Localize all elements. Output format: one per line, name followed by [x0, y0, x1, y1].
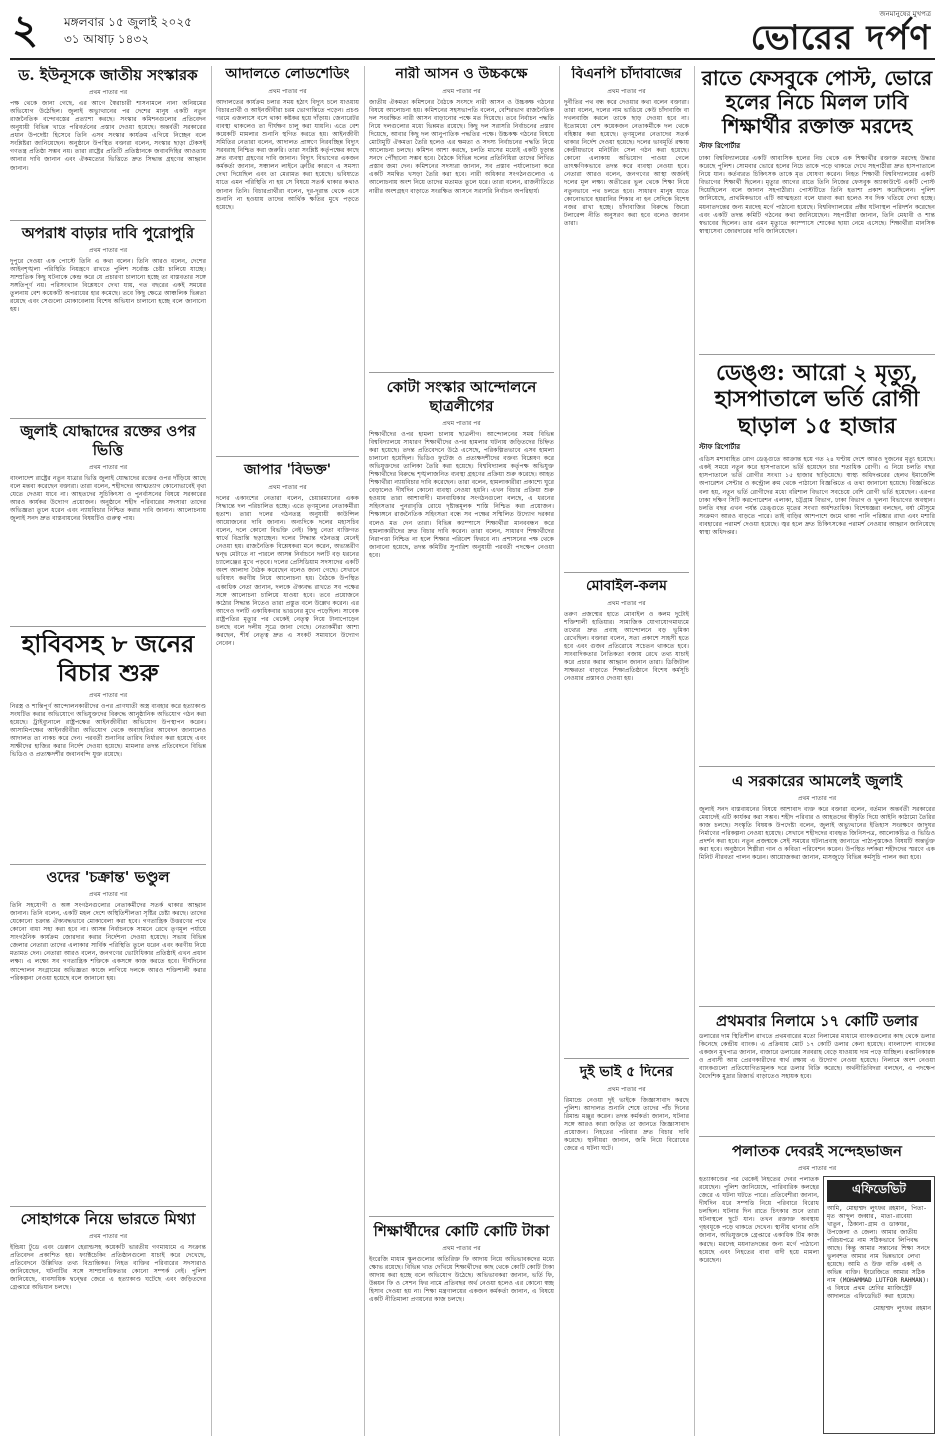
article-continued-label: প্রথম পাতার পর: [442, 87, 481, 95]
column-rule: [364, 66, 365, 1436]
page-number: ২: [12, 6, 39, 53]
article-sohag-india: [10, 1210, 206, 1436]
article-continued-label: প্রথম পাতার পর: [607, 599, 646, 607]
article-divider: [699, 1006, 935, 1007]
article-divider: [10, 418, 206, 419]
article-headline: ওদের 'চক্রান্ত' ভণ্ডুল: [46, 868, 170, 886]
article-court-loadshedding: [216, 66, 359, 451]
article-bnp-extortion: [564, 66, 689, 566]
column-rule: [211, 66, 212, 1436]
article-continued-label: প্রথম পাতার পর: [88, 691, 128, 699]
article-body: রিমান্ডে নেওয়া দুই ভাইকে জিজ্ঞাসাবাদ করছে পুলিশ। আদালত শুনানি শেষে তাদের পাঁচ দিনের রিমান্ড মঞ্জুর করেন। তদন্ত কর্মকর্তা জানান, ঘটনার সঙ্গে আরও কারা জড়িত তা জানতে জিজ্ঞাসাবাদ প্রয়োজন। নিহতের পরিবার দ্রুত বিচার দাবি করেছে। স্থানীয়রা জানান, জমি নিয়ে বিরোধের জেরে এ ঘটনা ঘটে।: [564, 1096, 689, 1153]
article-divider: [216, 456, 359, 457]
article-body: শিক্ষার্থীদের ওপর হামলা চালায় ছাত্রলীগ। আন্দোলনের সময় বিভিন্ন বিশ্ববিদ্যালয়ে সাধারণ শিক্ষার্থীদের ওপর হামলার ঘটনায় জড়িতদের চিহ্নিত করা হয়েছে। তদন্ত প্রতিবেদনে উঠে এসেছে, পরিকল্পিতভাবে এসব হামলা চালানো হয়েছিল। ভিডিও ফুটেজ ও প্রত্যক্ষদর্শীদের বক্তব্য বিশ্লেষণ করে অভিযুক্তদের তালিকা তৈরি করা হয়েছে। বিশ্ববিদ্যালয় কর্তৃপক্ষ অভিযুক্ত শিক্ষার্থীদের বিরুদ্ধে শৃঙ্খলাজনিত ব্যবস্থা গ্রহণের প্রক্রিয়া শুরু করেছে। আহত শিক্ষার্থীরা ন্যায়বিচার দাবি করেছেন। তারা বলেন, হামলাকারীরা প্রকাশ্যে ঘুরে বেড়ালেও দীর্ঘদিন কোনো ব্যবস্থা নেওয়া হয়নি। এখন বিচার প্রক্রিয়া শুরু হওয়ায় তারা আশাবাদী। মানবাধিকার সংগঠনগুলো বলছে, এ ধরনের সহিংসতার পুনরাবৃত্তি রোধে দৃষ্টান্তমূলক শাস্তি নিশ্চিত করা প্রয়োজন। শিক্ষাঙ্গনে রাজনৈতিক সহিংসতা বন্ধে সব পক্ষের সম্মিলিত উদ্যোগ দরকার বলেও মত দেন তারা। বিভিন্ন ক্যাম্পাসে শিক্ষার্থীরা মানববন্ধন করে হামলাকারীদের দ্রুত বিচার দাবি করেন। তারা বলেন, সাধারণ শিক্ষার্থীদের নিরাপত্তা নিশ্চিত না হলে শিক্ষার পরিবেশ ফিরবে না। প্রশাসনের পক্ষ থেকে জানানো হয়েছে, তদন্ত কমিটির সুপারিশ অনুযায়ী পরবর্তী পদক্ষেপ নেওয়া হবে।: [369, 430, 554, 559]
article-body: ডলারের দাম স্থিতিশীল রাখতে প্রথমবারের মতো নিলামের মাধ্যমে ব্যাংকগুলোর কাছ থেকে ডলার কিনেছে কেন্দ্রীয় ব্যাংক। এ প্রক্রিয়ায় মোট ১৭ কোটি ডলার কেনা হয়েছে। বাংলাদেশ ব্যাংকের একজন মুখপাত্র জানান, বাজারে ডলারের সরবরাহ বেড়ে যাওয়ায় দাম পড়ে যাচ্ছিল। রপ্তানিকারক ও প্রবাসী আয় প্রেরণকারীদের স্বার্থ রক্ষায় এ উদ্যোগ নেওয়া হয়েছে। নিলামে অংশ নেওয়া ব্যাংকগুলো প্রতিযোগিতামূলক দরে ডলার বিক্রি করেছে। অর্থনীতিবিদরা বলছেন, এ পদক্ষেপ বৈদেশিক মুদ্রার রিজার্ভ বাড়াতেও সহায়ক হবে।: [699, 1032, 935, 1081]
article-headline: আদালতে লোডশেডিং: [225, 66, 350, 82]
article-body: তরুণ প্রজন্মের হাতে মোবাইল ও কলম দুটোই শক্তিশালী হাতিয়ার। সামাজিক যোগাযোগমাধ্যমে তথ্যের দ্রুত প্রবাহ আন্দোলনে বড় ভূমিকা রেখেছিল। বক্তারা বলেন, সত্য প্রকাশে সাহসী হতে হবে এবং গুজব প্রতিরোধে সচেতন থাকতে হবে। সাংবাদিকতার নৈতিকতা বজায় রেখে তথ্য যাচাই করে প্রচার করার আহ্বান জানান তারা। ডিজিটাল সাক্ষরতা বাড়াতে শিক্ষাপ্রতিষ্ঠানে বিশেষ কর্মসূচি নেওয়ার প্রস্তাবও দেওয়া হয়।: [564, 610, 689, 683]
article-yunus-reformer: [10, 66, 206, 216]
article-women-seats: [369, 66, 554, 366]
article-two-brothers: [564, 1064, 689, 1436]
article-headline: শিক্ষার্থীদের কোটি কোটি টাকা: [373, 1222, 550, 1240]
article-divider: [10, 626, 206, 627]
article-crime-claim: [10, 224, 206, 414]
article-continued-label: প্রথম পাতার পর: [88, 463, 128, 471]
article-body: বাংলাদেশ রাষ্ট্রের নতুন যাত্রার ভিত্তি জুলাই যোদ্ধাদের রক্তের ওপর দাঁড়িয়ে আছে বলে মন্তব্য করেছেন বক্তারা। তারা বলেন, শহীদদের আত্মত্যাগ কোনোভাবেই বৃথা যেতে দেওয়া যাবে না। আহতদের সুচিকিৎসা ও পুনর্বাসনের বিষয়ে সরকারের আরও কার্যকর উদ্যোগ প্রয়োজন। অনুষ্ঠানে শহীদ পরিবারের সদস্যরা তাদের অভিজ্ঞতা তুলে ধরেন এবং ন্যায়বিচার নিশ্চিত করার দাবি জানান। আলোচনায় জুলাই সনদ দ্রুত বাস্তবায়নের বিষয়টিও গুরুত্ব পায়।: [10, 474, 206, 522]
article-body: দুর্নীতির পথ বন্ধ করে দেওয়ার কথা বলেন বক্তারা। তারা বলেন, দলের নাম ভাঙিয়ে কেউ চাঁদাবাজি বা দখলবাজি করলে তাকে ছাড় দেওয়া হবে না। ইতোমধ্যে বেশ কয়েকজন নেতাকর্মীকে দল থেকে বহিষ্কার করা হয়েছে। তৃণমূলের নেতাদের সতর্ক থাকার নির্দেশ দেওয়া হয়েছে। দলের ভাবমূর্তি রক্ষায় কেন্দ্রীয়ভাবে মনিটরিং সেল গঠন করা হয়েছে। কোনো এলাকায় অভিযোগ পাওয়া গেলে তাৎক্ষণিকভাবে তদন্ত করে ব্যবস্থা নেওয়া হবে। নেতারা আরও বলেন, জনগণের আস্থা অর্জনই দলের মূল লক্ষ্য। অতীতের ভুল থেকে শিক্ষা নিয়ে নতুনভাবে পথ চলতে হবে। সাধারণ মানুষ যাতে কোনোভাবে হয়রানির শিকার না হন সেদিকে বিশেষ নজর রাখা হচ্ছে। চাঁদাবাজির বিরুদ্ধে জিরো টলারেন্স নীতি অনুসরণ করা হবে বলেও জানান তারা।: [564, 98, 689, 227]
article-divider: [369, 372, 554, 373]
article-headline: জুলাই যোদ্ধাদের রক্তের ওপর ভিত্তি: [20, 422, 196, 459]
article-body: নিরস্ত্র ও শান্তিপূর্ণ আন্দোলনকারীদের ওপর প্রাণঘাতী অস্ত্র ব্যবহার করে হত্যাকাণ্ড সংঘটিত করার অভিযোগে অভিযুক্তদের বিরুদ্ধে আনুষ্ঠানিক অভিযোগ গঠন করা হয়েছে। ট্রাইব্যুনালে রাষ্ট্রপক্ষের আইনজীবীরা অভিযোগ উপস্থাপন করেন। আসামিপক্ষের আইনজীবীরা অভিযোগ থেকে অব্যাহতির আবেদন জানালেও আদালত তা নাকচ করে দেন। পরবর্তী শুনানির তারিখ নির্ধারণ করা হয়েছে এবং সাক্ষীদের হাজির করার নির্দেশ দেওয়া হয়েছে। মামলার তদন্ত প্রতিবেদনে বিভিন্ন ভিডিও ও প্রত্যক্ষদর্শীর জবানবন্দি যুক্ত রয়েছে।: [10, 702, 206, 759]
column-rule: [559, 66, 560, 1436]
article-divider: [699, 354, 935, 355]
brand-logo: [751, 8, 931, 56]
article-continued-label: প্রথম পাতার পর: [607, 1085, 646, 1093]
article-continued-label: প্রথম পাতার পর: [268, 87, 307, 95]
article-continued-label: প্রথম পাতার পর: [88, 890, 128, 898]
article-row: [699, 1176, 935, 1436]
article-divider: [699, 766, 935, 767]
article-body: পক্ষ থেকে জানা গেছে, এর আগে স্বৈরাচারী শাসনামলে নানা অনিয়মের অভিযোগ উঠেছিল। জুলাই অভ্যুত্থানের পর দেশের মানুষ একটি নতুন রাজনৈতিক বন্দোবস্তের প্রত্যাশা করছে। সংস্কার কমিশনগুলোর প্রতিবেদন অনুযায়ী বিভিন্ন খাতে পরিবর্তনের প্রস্তাব দেওয়া হয়েছে। অন্তর্বর্তী সরকারের প্রধান উপদেষ্টা হিসেবে তিনি এসব সংস্কার কার্যক্রম এগিয়ে নিচ্ছেন বলে সংশ্লিষ্টরা জানিয়েছেন। অনুষ্ঠানে উপস্থিত বক্তারা বলেন, সংস্কার ছাড়া টেকসই গণতন্ত্র প্রতিষ্ঠা সম্ভব নয়। তারা রাষ্ট্রের প্রতিটি প্রতিষ্ঠানকে জবাবদিহির আওতায় আনার দাবি জানান এবং ঐকমত্যের ভিত্তিতে দ্রুত সিদ্ধান্ত গ্রহণের আহ্বান জানান।: [10, 99, 206, 172]
article-continued-label: প্রথম পাতার পর: [607, 87, 646, 95]
article-headline: ডেঙ্গু: আরো ২ মৃত্যু, হাসপাতালে ভর্তি রোগী ছাড়াল ১৫ হাজার: [714, 360, 920, 439]
article-headline: এ সরকারের আমলেই জুলাই: [731, 772, 903, 790]
article-headline: মোবাইল-কলম: [586, 578, 667, 594]
article-byline: স্টাফ রিপোর্টার: [699, 442, 741, 452]
article-body: দলের একাংশের নেতারা বলেন, চেয়ারম্যানের একক সিদ্ধান্তে দল পরিচালিত হচ্ছে। এতে তৃণমূলের নেতাকর্মীরা হতাশ। তারা দলের গঠনতন্ত্র অনুযায়ী কাউন্সিল আয়োজনের দাবি জানান। অন্যদিকে দলের মহাসচিব বলেন, দলে কোনো বিভক্তি নেই। কিছু নেতা ব্যক্তিগত স্বার্থে বিভ্রান্তি ছড়াচ্ছেন। দলের সিদ্ধান্ত গঠনতন্ত্র মেনেই নেওয়া হয়। রাজনৈতিক বিশ্লেষকরা মনে করেন, অভ্যন্তরীণ দ্বন্দ্ব মেটাতে না পারলে আসন্ন নির্বাচনে দলটি বড় ধরনের চ্যালেঞ্জের মুখে পড়বে। দলের প্রেসিডিয়াম সদস্যদের একটি অংশ আলাদা বৈঠক করেছেন বলেও জানা গেছে। সেখানে ভবিষ্যৎ করণীয় নিয়ে আলোচনা হয়। বৈঠকে উপস্থিত একাধিক নেতা জানান, দলকে ঐক্যবদ্ধ রাখতে সব পক্ষের সঙ্গে আলোচনা চালিয়ে যাওয়া হবে। তবে প্রয়োজনে কঠোর সিদ্ধান্ত নিতেও তারা প্রস্তুত বলে উল্লেখ করেন। এর আগেও দলটি একাধিকবার ভাঙনের মুখে পড়েছিল। সাবেক রাষ্ট্রপতির মৃত্যুর পর থেকেই নেতৃত্ব নিয়ে টানাপোড়েন চলছে বলে দলীয় সূত্রে জানা গেছে। নেতাকর্মীরা আশা করছেন, শীর্ষ নেতৃত্ব দ্রুত এ সংকট সমাধানে উদ্যোগ নেবেন।: [216, 494, 359, 648]
article-divider: [369, 1216, 554, 1217]
article-headline: প্রথমবার নিলামে ১৭ কোটি ডলার: [716, 1012, 918, 1030]
article-continued-label: প্রথম পাতার পর: [797, 1164, 837, 1172]
article-divider: [564, 572, 689, 573]
article-headline: অপরাধ বাড়ার দাবি পুরোপুরি: [21, 224, 195, 242]
brand-tagline: জনমানুষের মুখপত্র: [879, 10, 931, 18]
article-headline: জাপার 'বিভক্ত': [243, 462, 332, 478]
article-body: জাতীয় ঐকমত্য কমিশনের বৈঠকে সংসদে নারী আসন ও উচ্চকক্ষ গঠনের বিষয়ে আলোচনা হয়। কমিশনের সহসভাপতি বলেন, বেশিরভাগ রাজনৈতিক দল সংরক্ষিত নারী আসন বাড়ানোর পক্ষে মত দিয়েছে। তবে নির্বাচন পদ্ধতি নিয়ে দলগুলোর মধ্যে ভিন্নমত রয়েছে। কিছু দল সরাসরি নির্বাচনের প্রস্তাব দিয়েছে, আবার কিছু দল আনুপাতিক পদ্ধতির পক্ষে। উচ্চকক্ষ গঠনের বিষয়ে মোটামুটি ঐকমত্য তৈরি হলেও এর ক্ষমতা ও সদস্য নির্বাচনের পদ্ধতি নিয়ে আলোচনা চলছে। কমিশন আশা করছে, চলতি মাসের মধ্যেই একটি চূড়ান্ত সনদে পৌঁছানো সম্ভব হবে। বৈঠকে বিভিন্ন দলের প্রতিনিধিরা তাদের লিখিত প্রস্তাব জমা দেন। কমিশনের সদস্যরা জানান, সব প্রস্তাব পর্যালোচনা করে একটি সমন্বিত খসড়া তৈরি করা হবে। নারী অধিকার সংগঠনগুলোও এ আলোচনায় অংশ নিয়ে তাদের মতামত তুলে ধরে। তারা বলেন, রাজনীতিতে নারীর অংশগ্রহণ বাড়াতে সংরক্ষিত আসনে সরাসরি নির্বাচন অপরিহার্য।: [369, 98, 554, 195]
affidavit-text: আমি, মোহাম্মদ লুৎফর রহমান, পিতা-মৃত আব্দুল জব্বার, মাতা-রাবেয়া খাতুন, ঠিকানা-গ্রাম ও ডাকঘর, উপজেলা ও জেলা। আমার জাতীয় পরিচয়পত্রে নাম সঠিকভাবে লিপিবদ্ধ আছে। কিন্তু আমার সন্তানের শিক্ষা সনদে ভুলবশত আমার নাম ভিন্নভাবে লেখা হয়েছে। আমি ও উক্ত ব্যক্তি একই ও অভিন্ন ব্যক্তি। ইংরেজিতে আমার সঠিক নাম (MOHAMMAD LUTFOR RAHMAN)। এ বিষয়ে প্রথম শ্রেণির ম্যাজিস্ট্রেট আদালতে এফিডেভিট করা হয়েছে।: [827, 1204, 930, 1300]
article-headline: বিএনপি চাঁদাবাজের: [571, 66, 682, 82]
article-body: ঢাকা বিশ্ববিদ্যালয়ের একটি আবাসিক হলের নিচ থেকে এক শিক্ষার্থীর রক্তাক্ত মরদেহ উদ্ধার করেছে পুলিশ। সোমবার ভোরে হলের নিচে তাকে পড়ে থাকতে দেখে সহপাঠীরা দ্রুত হাসপাতালে নিয়ে যান। কর্তব্যরত চিকিৎসক তাকে মৃত ঘোষণা করেন। নিহত শিক্ষার্থী বিশ্ববিদ্যালয়ের একটি বিভাগের শিক্ষার্থী ছিলেন। মৃত্যুর আগের রাতে তিনি নিজের ফেসবুক অ্যাকাউন্টে একটি পোস্ট দিয়েছিলেন বলে জানান সহপাঠীরা। পোস্টটিতে তিনি হতাশা প্রকাশ করেছিলেন। পুলিশ জানিয়েছে, প্রাথমিকভাবে এটি আত্মহত্যা বলে ধারণা করা হলেও সব দিক খতিয়ে দেখা হচ্ছে। ময়নাতদন্তের জন্য মরদেহ মর্গে পাঠানো হয়েছে। বিশ্ববিদ্যালয়ের প্রক্টর ঘটনাস্থল পরিদর্শন করেছেন এবং একটি তদন্ত কমিটি গঠনের কথা জানিয়েছেন। সহপাঠীরা জানান, তিনি মেধাবী ও শান্ত স্বভাবের ছিলেন। তার এমন মৃত্যুতে ক্যাম্পাসে শোকের ছায়া নেমে এসেছে। শিক্ষার্থীরা মানসিক স্বাস্থ্যসেবা জোরদারের দাবি জানিয়েছেন।: [699, 155, 935, 235]
article-headline: ড. ইউনূসকে জাতীয় সংস্কারক: [18, 66, 198, 84]
article-headline: দুই ভাই ৫ দিনের: [579, 1064, 674, 1080]
article-divider: [10, 1206, 206, 1207]
brand-name: ভোরের দর্পণ: [750, 18, 931, 58]
article-du-student-death: [699, 66, 935, 348]
article-headline: কোটা সংস্কার আন্দোলনে ছাত্রলীগের: [386, 378, 537, 415]
article-body: এডিস মশাবাহিত রোগ ডেঙ্গুতে আক্রান্ত হয়ে গত ২৪ ঘণ্টায় দেশে আরও দুজনের মৃত্যু হয়েছে। একই সময়ে নতুন করে হাসপাতালে ভর্তি হয়েছেন চার শতাধিক রোগী। এ নিয়ে চলতি বছর হাসপাতালে ভর্তি রোগীর সংখ্যা ১৫ হাজার ছাড়িয়েছে। স্বাস্থ্য অধিদপ্তরের হেলথ ইমার্জেন্সি অপারেশন সেন্টার ও কন্ট্রোল রুম থেকে পাঠানো বিজ্ঞপ্তিতে এ তথ্য জানানো হয়েছে। বিজ্ঞপ্তিতে বলা হয়, নতুন ভর্তি রোগীদের মধ্যে বরিশাল বিভাগে সবচেয়ে বেশি রোগী ভর্তি হয়েছেন। এরপর ঢাকা দক্ষিণ সিটি করপোরেশন এলাকা, চট্টগ্রাম বিভাগ, ঢাকা বিভাগ ও খুলনা বিভাগের অবস্থান। চলতি বছর এখন পর্যন্ত ডেঙ্গুতে মৃতের সংখ্যা অর্ধশতাধিক। বিশেষজ্ঞরা বলছেন, বর্ষা মৌসুমে সংক্রমণ আরও বাড়তে পারে। তাই বাড়ির আশপাশে জমে থাকা পানি পরিষ্কার রাখা এবং মশারি ব্যবহারের পরামর্শ দেওয়া হয়েছে। জ্বর হলে দ্রুত চিকিৎসকের পরামর্শ নেওয়ার আহ্বান জানিয়েছে স্বাস্থ্য অধিদপ্তর।: [699, 456, 935, 537]
article-headline: রাতে ফেসবুকে পোস্ট, ভোরে হলের নিচে মিলল ঢাবি শিক্ষার্থীর রক্তাক্ত মরদেহ: [701, 66, 933, 138]
article-july-this-govt: [699, 772, 935, 1000]
column-1: [10, 66, 206, 1436]
column-4: [564, 66, 689, 1436]
affidavit-signature: মোহাম্মদ লুৎফর রহমান: [873, 1304, 931, 1312]
article-continued-label: প্রথম পাতার পর: [88, 88, 128, 96]
article-continued-label: প্রথম পাতার পর: [797, 794, 837, 802]
column-rule: [694, 66, 695, 1436]
date-gregorian: মঙ্গলবার ১৫ জুলাই ২০২৫: [64, 15, 192, 29]
article-headline: সোহাগকে নিয়ে ভারতে মিথ্যা: [20, 1210, 196, 1228]
article-mobile-pen: [564, 578, 689, 998]
article-continued-label: প্রথম পাতার পর: [88, 246, 128, 254]
article-conspiracy-foiled: [10, 868, 206, 1202]
article-headline: হাবিবসহ ৮ জনের বিচার শুরু: [21, 630, 195, 687]
article-body: দুপুরে দেওয়া এক পোস্টে তিনি এ কথা বলেন। তিনি আরও বলেন, দেশের আইনশৃঙ্খলা পরিস্থিতি নিয়ন্ত্রণে রাখতে পুলিশ সর্বোচ্চ চেষ্টা চালিয়ে যাচ্ছে। সাম্প্রতিক কিছু ঘটনাকে কেন্দ্র করে যে প্রচারণা চালানো হচ্ছে তা বাস্তবতার সঙ্গে সঙ্গতিপূর্ণ নয়। পরিসংখ্যান বিশ্লেষণে দেখা যায়, গত বছরের একই সময়ের তুলনায় বেশ কয়েকটি অপরাধের হার কমেছে। তবে কিছু ক্ষেত্রে আঞ্চলিক ভিন্নতা রয়েছে এবং সেগুলো মোকাবেলায় বিশেষ অভিযান চালানো হচ্ছে বলে জানানো হয়।: [10, 257, 206, 314]
article-body: ইংরেজি মাধ্যম স্কুলগুলোর অতিরিক্ত ফি আদায় নিয়ে অভিভাবকদের মধ্যে ক্ষোভ রয়েছে। বিভিন্ন খাত দেখিয়ে শিক্ষার্থীদের কাছ থেকে কোটি কোটি টাকা আদায় করা হচ্ছে বলে অভিযোগ উঠেছে। অভিভাবকরা জানান, ভর্তি ফি, উন্নয়ন ফি ও সেশন ফির নামে প্রতিবছর অর্থ নেওয়া হলেও এর কোনো স্বচ্ছ হিসাব দেওয়া হয় না। শিক্ষা মন্ত্রণালয়ের একজন কর্মকর্তা জানান, এ বিষয়ে একটি নীতিমালা প্রণয়নের কাজ চলছে।: [369, 1255, 554, 1304]
article-divider: [699, 1136, 935, 1137]
article-continued-label: প্রথম পাতার পর: [88, 1232, 128, 1240]
article-quota-chhatraleague: [369, 378, 554, 1178]
article-fugitive-brother: [699, 1142, 935, 1436]
article-continued-label: প্রথম পাতার পর: [442, 1244, 481, 1252]
masthead: [10, 6, 935, 60]
article-continued-label: প্রথম পাতার পর: [442, 419, 481, 427]
column-3: [369, 66, 554, 1436]
affidavit-title: এফিডেভিট: [827, 1180, 931, 1202]
article-headline: পলাতক দেবরই সন্দেহভাজন: [731, 1142, 903, 1160]
column-2: [216, 66, 359, 1436]
article-july-fighters: [10, 422, 206, 622]
article-byline: স্টাফ রিপোর্টার: [699, 141, 741, 150]
article-headline: নারী আসন ও উচ্চকক্ষে: [395, 66, 528, 82]
article-dollar-auction: [699, 1012, 935, 1132]
article-body: আদালতের কার্যক্রম চলার সময় হঠাৎ বিদ্যুৎ চলে যাওয়ায় বিচারপ্রার্থী ও আইনজীবীরা চরম ভোগান্তিতে পড়েন। প্রচণ্ড গরমে এজলাসে বসে থাকা কষ্টকর হয়ে দাঁড়ায়। জেনারেটর ব্যবস্থা থাকলেও তা দীর্ঘক্ষণ চালু করা যায়নি। এতে বেশ কয়েকটি মামলার শুনানি স্থগিত করতে হয়। আইনজীবী সমিতির নেতারা বলেন, আদালত প্রাঙ্গণে নিরবচ্ছিন্ন বিদ্যুৎ সরবরাহ নিশ্চিত করা জরুরি। তারা সংশ্লিষ্ট কর্তৃপক্ষের কাছে দ্রুত ব্যবস্থা গ্রহণের দাবি জানান। বিদ্যুৎ বিভাগের একজন কর্মকর্তা জানান, সঞ্চালন লাইনে ত্রুটির কারণে এ সমস্যা দেখা দিয়েছিল এবং তা মেরামত করা হয়েছে। ভবিষ্যতে যাতে এমন পরিস্থিতি না হয় সে বিষয়ে সতর্ক থাকার কথাও জানান তিনি। বিচারপ্রার্থীরা বলেন, দূর-দূরান্ত থেকে এসে শুনানি না হওয়ায় তাদের আর্থিক ক্ষতির মুখে পড়তে হয়েছে।: [216, 98, 359, 211]
date-block: [64, 14, 192, 48]
article-body: তিনি সহযোগী ও অঙ্গ সংগঠনগুলোর নেতাকর্মীদের সতর্ক থাকার আহ্বান জানান। তিনি বলেন, একটি মহল দেশে অস্থিতিশীলতা সৃষ্টির চেষ্টা করছে। তাদের যেকোনো চক্রান্ত ঐক্যবদ্ধভাবে মোকাবেলা করা হবে। গণতান্ত্রিক উত্তরণের পথে কোনো বাধা সহ্য করা হবে না। আসন্ন নির্বাচনকে সামনে রেখে তৃণমূল পর্যায়ে সাংগঠনিক কার্যক্রম জোরদার করার নির্দেশনা দেওয়া হয়েছে। সভায় বিভিন্ন জেলার নেতারা তাদের এলাকার সার্বিক পরিস্থিতি তুলে ধরেন এবং করণীয় নিয়ে মতামত দেন। নেতারা আরও বলেন, জনগণের ভোটাধিকার প্রতিষ্ঠাই এখন প্রধান লক্ষ্য। এ লক্ষ্যে সব গণতান্ত্রিক শক্তিকে একসঙ্গে কাজ করতে হবে। দীর্ঘদিনের আন্দোলন সংগ্রামের অভিজ্ঞতা কাজে লাগিয়ে দলকে আরও শক্তিশালী করার পরিকল্পনা নেওয়া হয়েছে বলে জানানো হয়।: [10, 901, 206, 982]
article-continued-label: প্রথম পাতার পর: [268, 483, 307, 491]
article-students-crores: [369, 1222, 554, 1436]
article-divider: [564, 1058, 689, 1059]
article-divider: [10, 864, 206, 865]
article-divider: [10, 220, 206, 221]
date-bengali: ৩১ আষাঢ় ১৪৩২: [64, 32, 150, 46]
affidavit-box: [823, 1176, 935, 1434]
article-japa-split: [216, 462, 359, 1436]
article-body: হত্যাকাণ্ডের পর থেকেই নিহতের দেবর পলাতক রয়েছেন। পুলিশ জানিয়েছে, পারিবারিক কলহের জেরে এ ঘটনা ঘটতে পারে। প্রতিবেশীরা জানান, দীর্ঘদিন ধরে সম্পত্তি নিয়ে পরিবারে বিরোধ চলছিল। ঘটনার দিন রাতে চিৎকার শুনে তারা ঘটনাস্থলে ছুটে যান। তখন রক্তাক্ত অবস্থায় গৃহবধূকে পড়ে থাকতে দেখেন। স্থানীয় থানার ওসি জানান, অভিযুক্তকে গ্রেপ্তারে একাধিক টিম কাজ করছে। মরদেহ ময়নাতদন্তের জন্য মর্গে পাঠানো হয়েছে এবং নিহতের বাবা বাদী হয়ে মামলা করেছেন।: [699, 1175, 819, 1264]
article-dengue: [699, 360, 935, 760]
article-body: জুলাই সনদ বাস্তবায়নের বিষয়ে আশাবাদ ব্যক্ত করে বক্তারা বলেন, বর্তমান অন্তর্বর্তী সরকারের মেয়াদেই এটি কার্যকর করা সম্ভব। শহীদ পরিবার ও আহতদের স্বীকৃতি দিয়ে আইনি কাঠামো তৈরির কাজ চলছে। সংস্কৃতি বিষয়ক উপদেষ্টা বলেন, জুলাই অভ্যুত্থানের ইতিহাস সংরক্ষণে জাদুঘর নির্মাণের পরিকল্পনা নেওয়া হয়েছে। সেখানে শহীদদের ব্যবহৃত জিনিসপত্র, আলোকচিত্র ও ভিডিও প্রদর্শন করা হবে। নতুন প্রজন্মকে সেই সময়ের ঘটনাপ্রবাহ জানাতে পাঠ্যপুস্তকেও বিষয়টি অন্তর্ভুক্ত করা হবে। অনুষ্ঠানে শিল্পীরা গান ও কবিতা পরিবেশন করেন। উপস্থিত দর্শকরা শহীদদের স্মরণে এক মিনিট নীরবতা পালন করেন। আয়োজকরা জানান, মাসজুড়ে বিভিন্ন কর্মসূচি পালন করা হবে।: [699, 805, 935, 862]
column-5: [699, 66, 935, 1436]
article-habib-trial: [10, 630, 206, 860]
article-body: ইন্ডিয়া টুডে এবং ডেক্কান হেরাল্ডসহ কয়েকটি ভারতীয় গণমাধ্যমে এ সংক্রান্ত প্রতিবেদন প্রকাশিত হয়। ফ্যাক্টচেকিং প্রতিষ্ঠানগুলো যাচাই করে দেখেছে, প্রতিবেদনে উল্লিখিত তথ্য বিভ্রান্তিকর। নিহত ব্যক্তির পরিবারের সদস্যরাও জানিয়েছেন, ঘটনাটির সঙ্গে সাম্প্রদায়িকতার কোনো সম্পর্ক নেই। পুলিশ জানিয়েছে, ব্যবসায়িক দ্বন্দ্বের জেরে এ হত্যাকাণ্ড ঘটেছে এবং জড়িতদের গ্রেপ্তারে অভিযান চলছে।: [10, 1243, 206, 1292]
